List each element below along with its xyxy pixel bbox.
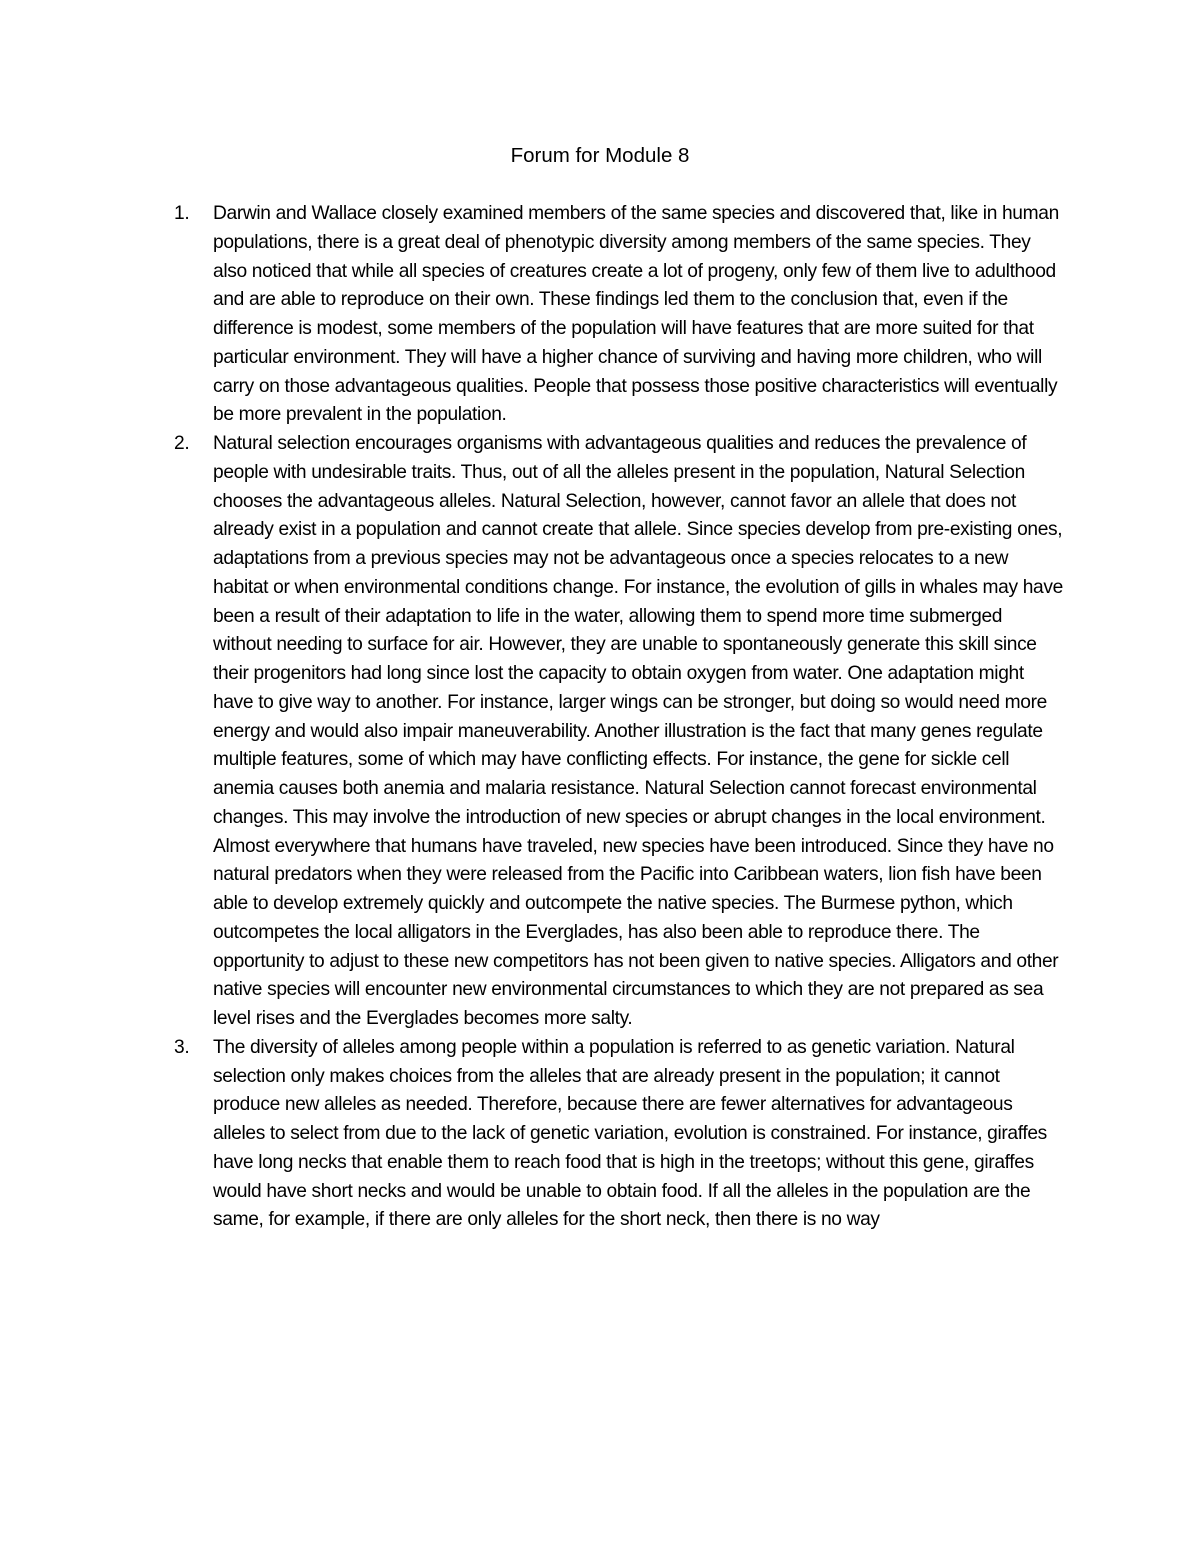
answer-list <box>174 200 1064 1235</box>
list-item-3 <box>174 1034 1064 1235</box>
list-item-number: 3. <box>174 1036 190 1058</box>
list-item-number: 2. <box>174 433 190 454</box>
list-item-text: Darwin and Wallace closely examined members of the same species and discovered that, like in human populations, there is a great deal of phenotypic diversity among members of the same species. They also noticed that while all species of creatures create a lot of progeny, only few of them live to adulthood and are able to reproduce on their own. These findings led them to the conclusion that, even if the difference is modest, some members of the population will have features that are more suited for that particular environment. They will have a higher chance of surviving and having more children, who will carry on those advantageous qualities. People that possess those positive characteristics will eventually be more prevalent in the population. <box>213 203 1059 426</box>
list-item-2 <box>174 430 1064 1034</box>
list-item-number: 1. <box>174 203 190 224</box>
list-item-1 <box>174 200 1064 430</box>
list-item-text: Natural selection encourages organisms with advantageous qualities and reduces the prevalence of people with undesirable traits. Thus, out of all the alleles present in the population, Natural Selection chooses the advantageous alleles. Natural Selection, however, cannot favor an allele that does not already exist in a population and cannot create that allele. Since species develop from pre-existing ones, adaptations from a previous species may not be advantageous once a species relocates to a new habitat or when environmental conditions change. For instance, the evolution of gills in whales may have been a result of their adaptation to life in the water, allowing them to spend more time submerged without needing to surface for air. However, they are unable to spontaneously generate this skill since their progenitors had long since lost the capacity to obtain oxygen from water. One adaptation might have to give way to another. For instance, larger wings can be stronger, but doing so would need more energy and would also impair maneuverability. Another illustration is the fact that many genes regulate multiple features, some of which may have conflicting effects. For instance, the gene for sickle cell anemia causes both anemia and malaria resistance. Natural Selection cannot forecast environmental changes. This may involve the introduction of new species or abrupt changes in the local environment. Almost everywhere that humans have traveled, new species have been introduced. Since they have no natural predators when they were released from the Pacific into Caribbean waters, lion fish have been able to develop extremely quickly and outcompete the native species. The Burmese python, which outcompetes the local alligators in the Everglades, has also been able to reproduce there. The opportunity to adjust to these new competitors has not been given to native species. Alligators and other native species will encounter new environmental circumstances to which they are not prepared as sea level rises and the Everglades becomes more salty. <box>213 433 1063 1029</box>
document-title: Forum for Module 8 <box>510 144 690 167</box>
list-item-text: The diversity of alleles among people within a population is referred to as genetic variation. Natural selection only makes choices from the alleles that are already present in the population; it cannot produce new alleles as needed. Therefore, because there are fewer alternatives for advantageous alleles to select from due to the lack of genetic variation, evolution is constrained. For instance, giraffes have long necks that enable them to reach food that is high in the treetops; without this gene, giraffes would have short necks and would be unable to obtain food. If all the alleles in the population are the same, for example, if there are only alleles for the short neck, then there is no way <box>213 1036 1047 1231</box>
